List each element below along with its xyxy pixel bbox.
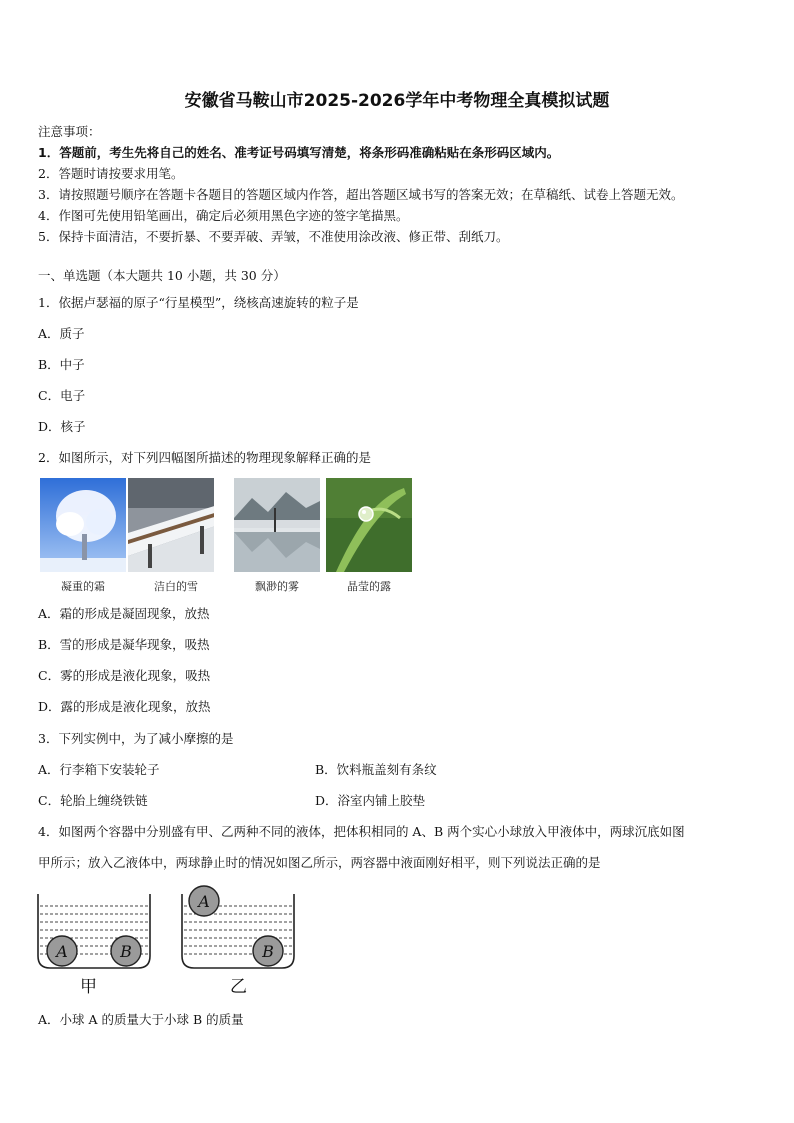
- container-yi-figure: [180, 883, 300, 979]
- question-4-stem: 甲所示；放入乙液体中，两球静止时的情况如图乙所示，两容器中液面刚好相平，则下列说法正确的是: [38, 855, 601, 870]
- notice-item: [38, 206, 408, 224]
- question-2-option-c: C．雾的形成是液化现象，吸热: [38, 668, 211, 683]
- notice-item-text: 5．保持卡面清洁，不要折暴、不要弄破、弄皱，不准使用涂改液、修正带、刮纸刀。: [38, 229, 509, 244]
- notice-item-text: 3．请按照题号顺序在答题卡各题目的答题区域内作答，超出答题区域书写的答案无效；在草稿纸、试卷上答题无效。: [38, 187, 684, 202]
- question-3-option-d: D．浴室内铺上胶垫: [315, 793, 426, 808]
- notice-item-text: 4．作图可先使用铅笔画出，确定后必须用黑色字迹的签字笔描黑。: [38, 208, 409, 223]
- snow-bench-photo: [128, 478, 214, 572]
- question-1-option-d: D．核子: [38, 419, 86, 434]
- figure-label-jia: 甲: [80, 977, 97, 997]
- fog-lake-photo: [234, 478, 320, 572]
- question-3-option-a: A．行李箱下安装轮子: [38, 762, 160, 777]
- question-2-option-b: B．雪的形成是凝华现象，吸热: [38, 637, 210, 652]
- section-heading: 一、单选题（本大题共 10 小题，共 30 分）: [38, 268, 286, 283]
- question-3-option-b: B．饮料瓶盖刻有条纹: [315, 762, 437, 777]
- notice-item-text: 1．答题前，考生先将自己的姓名、准考证号码填写清楚，将条形码准确粘贴在条形码区域内。: [38, 145, 560, 160]
- photo-caption: 晶莹的露: [347, 580, 391, 593]
- question-3-stem: 3．下列实例中，为了减小摩擦的是: [38, 731, 234, 746]
- dew-leaf-photo: [326, 478, 412, 572]
- question-1-option-c: C．电子: [38, 388, 86, 403]
- figure-label-yi: 乙: [230, 977, 247, 997]
- question-4-stem: 4．如图两个容器中分别盛有甲、乙两种不同的液体，把体积相同的 A、B 两个实心小球放入甲液体中，两球沉底如图: [38, 824, 685, 839]
- ball-b-label: B: [120, 942, 132, 961]
- notice-item: [38, 227, 508, 245]
- question-1-option-a: A．质子: [38, 326, 85, 341]
- question-3-option-c: C．轮胎上缠绕铁链: [38, 793, 148, 808]
- notice-heading: 注意事项：: [38, 124, 101, 139]
- photo-caption: 飘渺的雾: [255, 580, 299, 593]
- photo-caption: 洁白的雪: [154, 580, 198, 593]
- question-2-option-a: A．霜的形成是凝固现象，放热: [38, 606, 210, 621]
- ball-a-label: A: [56, 942, 68, 961]
- photo-caption: 凝重的霜: [61, 580, 105, 593]
- notice-item: [38, 164, 183, 182]
- notice-item: [38, 143, 559, 161]
- ball-a-label: A: [198, 892, 210, 911]
- question-4-option-a: A．小球 A 的质量大于小球 B 的质量: [38, 1012, 244, 1027]
- ball-b-label: B: [262, 942, 274, 961]
- notice-item: [38, 185, 683, 203]
- page-title: 安徽省马鞍山市2025-2026学年中考物理全真模拟试题: [184, 91, 610, 111]
- question-2-option-d: D．露的形成是液化现象，放热: [38, 699, 211, 714]
- frost-tree-photo: [40, 478, 126, 572]
- question-1-stem: 1．依据卢瑟福的原子“行星模型”，绕核高速旋转的粒子是: [38, 295, 359, 310]
- container-jia-figure: [36, 888, 156, 978]
- question-2-stem: 2．如图所示，对下列四幅图所描述的物理现象解释正确的是: [38, 450, 371, 465]
- notice-item-text: 2．答题时请按要求用笔。: [38, 166, 184, 181]
- question-1-option-b: B．中子: [38, 357, 85, 372]
